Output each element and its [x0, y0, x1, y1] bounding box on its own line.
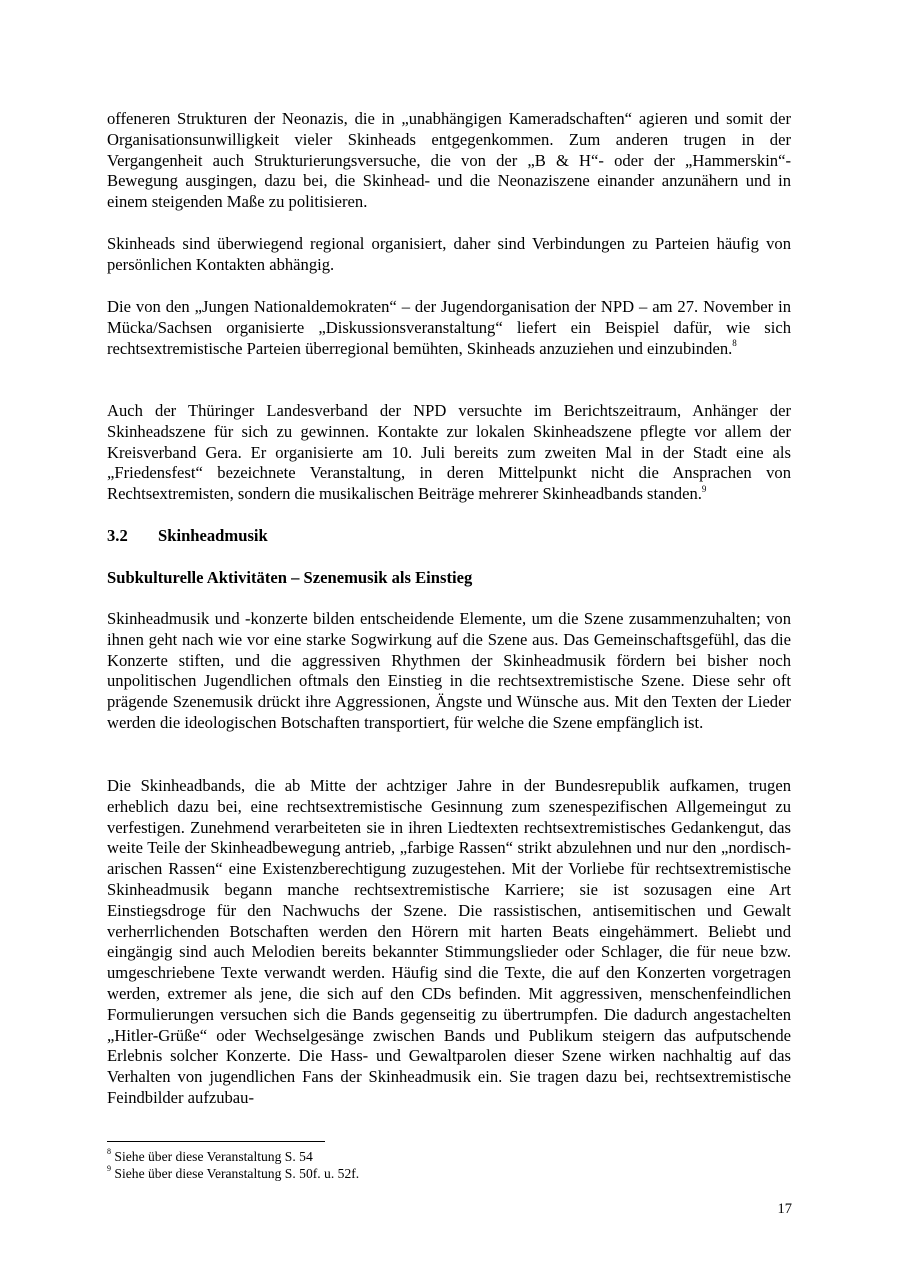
- section-number: 3.2: [107, 526, 128, 545]
- paragraph-4: [107, 401, 791, 505]
- footnote-text: Siehe über diese Veranstaltung S. 50f. u. 52f.: [114, 1166, 360, 1181]
- paragraph-5-text: Skinheadmusik und -konzerte bilden entscheidende Elemente, um die Szene zusammenzuhalten; von ihnen geht nach wie vor eine starke Sogwirkung auf die Szene aus. Das Gemeinschaftsgefühl, das die Konzerte stiften, und die aggressiven Rhythmen der Skinheadmusik fördern bei bisher noch unpolitischen Jugendlichen oftmals den Einstieg in die rechtsextremistische Szene. Diese sehr oft prägende Szenemusik drückt ihre Aggressionen, Ängste und Wünsche aus. Mit den Texten der Lieder werden die ideologischen Botschaften transportiert, für welche die Szene empfänglich ist.: [107, 609, 791, 732]
- section-title: Skinheadmusik: [158, 526, 268, 545]
- paragraph-3-text: Die von den „Jungen Nationaldemokraten“ – der Jugendorganisation der NPD – am 27. November in Mücka/Sachsen organisierte „Diskussionsveranstaltung“ liefert ein Beispiel dafür, wie sich rechtsextremistische Parteien überregional bemühten, Skinheads anzuziehen und einzubinden.: [107, 297, 791, 358]
- footnote-mark: 8: [107, 1147, 111, 1157]
- page-number: 17: [777, 1201, 792, 1217]
- paragraph-4-text: Auch der Thüringer Landesverband der NPD versuchte im Berichtszeitraum, Anhänger der Skinheadszene für sich zu gewinnen. Kontakte zur lokalen Skinheadszene pflegte vor allem der Kreisverband Gera. Er organisierte am 10. Juli bereits zum zweiten Mal in der Stadt eine als „Friedensfest“ bezeichnete Veranstaltung, in deren Mittelpunkt nicht die Ansprachen von Rechtsextremisten, sondern die musikalischen Beiträge mehrerer Skinheadbands standen.: [107, 401, 791, 504]
- footnote-8: [107, 1149, 313, 1165]
- footnote-9: [107, 1166, 359, 1182]
- paragraph-3: [107, 297, 791, 359]
- section-heading: [107, 526, 791, 547]
- footnote-ref-8[interactable]: 8: [732, 338, 737, 349]
- paragraph-2: [107, 234, 791, 276]
- paragraph-5: [107, 609, 791, 734]
- paragraph-2-text: Skinheads sind überwiegend regional organisiert, daher sind Verbindungen zu Parteien häufig von persönlichen Kontakten abhängig.: [107, 234, 791, 274]
- paragraph-1: [107, 109, 791, 213]
- footnote-text: Siehe über diese Veranstaltung S. 54: [114, 1149, 313, 1164]
- footnote-divider: [107, 1141, 325, 1142]
- paragraph-1-text: offeneren Strukturen der Neonazis, die in „unabhängigen Kameradschaften“ agieren und somit der Organisationsunwilligkeit vieler Skinheads entgegenkommen. Zum anderen trugen in der Vergangenheit auch Strukturierungsversuche, die von der „B & H“- oder der „Hammerskin“-Bewegung ausgingen, dazu bei, die Skinhead- und die Neonaziszene einander anzunähern und in einem steigenden Maße zu politisieren.: [107, 109, 791, 212]
- footnote-mark: 9: [107, 1164, 111, 1174]
- paragraph-6: [107, 776, 791, 1109]
- footnote-ref-9[interactable]: 9: [701, 483, 707, 494]
- subheading: Subkulturelle Aktivitäten – Szenemusik als Einstieg: [107, 568, 473, 587]
- paragraph-6-text: Die Skinheadbands, die ab Mitte der achtziger Jahre in der Bundesrepublik aufkamen, trugen erheblich dazu bei, eine rechtsextremistische Gesinnung zum szenespezifischen Allgemeingut zu verfestigen. Zunehmend verarbeiteten sie in ihren Liedtexten rechtsextremistisches Gedankengut, das weite Teile der Skinheadbewegung antrieb, „farbige Rassen“ strikt abzulehnen und nur den „nordisch-arischen Rassen“ eine Existenzberechtigung zuzugestehen. Mit der Vorliebe für rechtsextremistische Skinheadmusik begann manche rechtsextremistische Karriere; sie ist sozusagen eine Art Einstiegsdroge für den Nachwuchs der Szene. Die rassistischen, antisemitischen und Gewalt verherrlichenden Botschaften werden den Hörern mit harten Beats eingehämmert. Beliebt und eingängig sind auch Melodien bereits bekannter Stimmungslieder oder Schlager, die für neue bzw. umgeschriebene Texte verwandt werden. Häufig sind die Texte, die auf den Konzerten vorgetragen werden, extremer als jene, die sich auf den CDs befinden. Mit aggressiven, menschenfeindlichen Formulierungen versuchen sich die Bands gegenseitig zu übertrumpfen. Die dadurch angestachelten „Hitler-Grüße“ oder Wechselgesänge zwischen Bands und Publikum steigern das aufputschende Erlebnis solcher Konzerte. Die Hass- und Gewaltparolen dieser Szene wirken nachhaltig auf das Verhalten von jugendlichen Fans der Skinheadmusik ein. Sie tragen dazu bei, rechtsextremistische Feindbilder aufzubau-: [107, 776, 791, 1107]
